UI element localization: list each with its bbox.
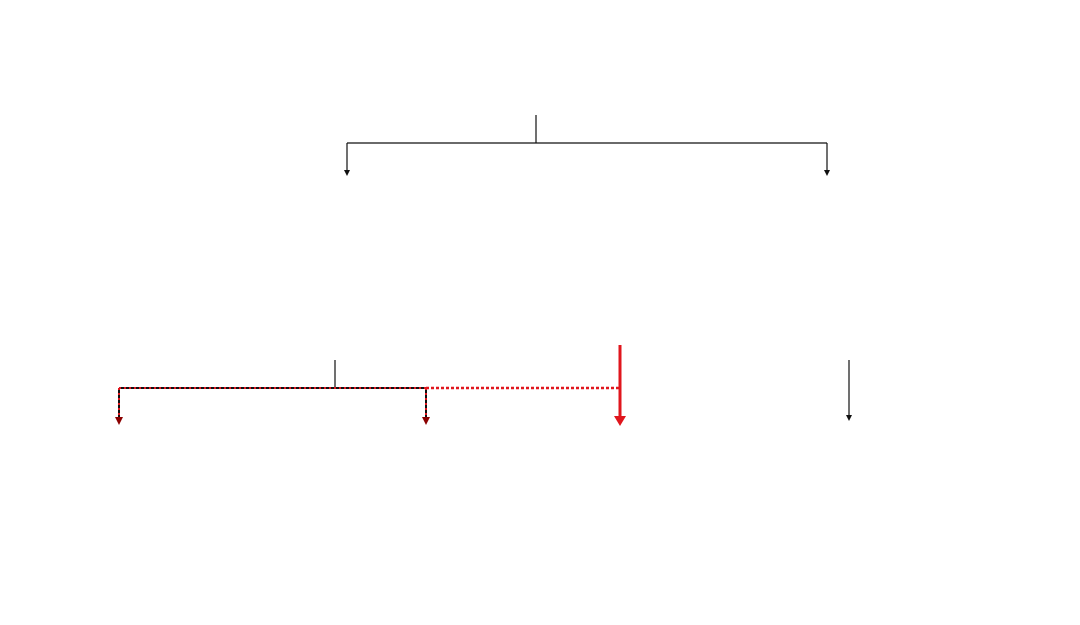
town-arrowhead	[614, 416, 626, 426]
rural-arrowhead	[824, 170, 830, 176]
township-list	[781, 440, 1041, 451]
urban-connector	[119, 360, 620, 418]
city-list	[92, 440, 392, 451]
city-arrowhead	[115, 417, 123, 425]
urban-arrowhead	[344, 170, 350, 176]
district-arrowhead	[422, 417, 430, 425]
district-list	[415, 440, 565, 451]
township-arrowhead	[846, 415, 852, 421]
top-connector	[347, 115, 827, 172]
